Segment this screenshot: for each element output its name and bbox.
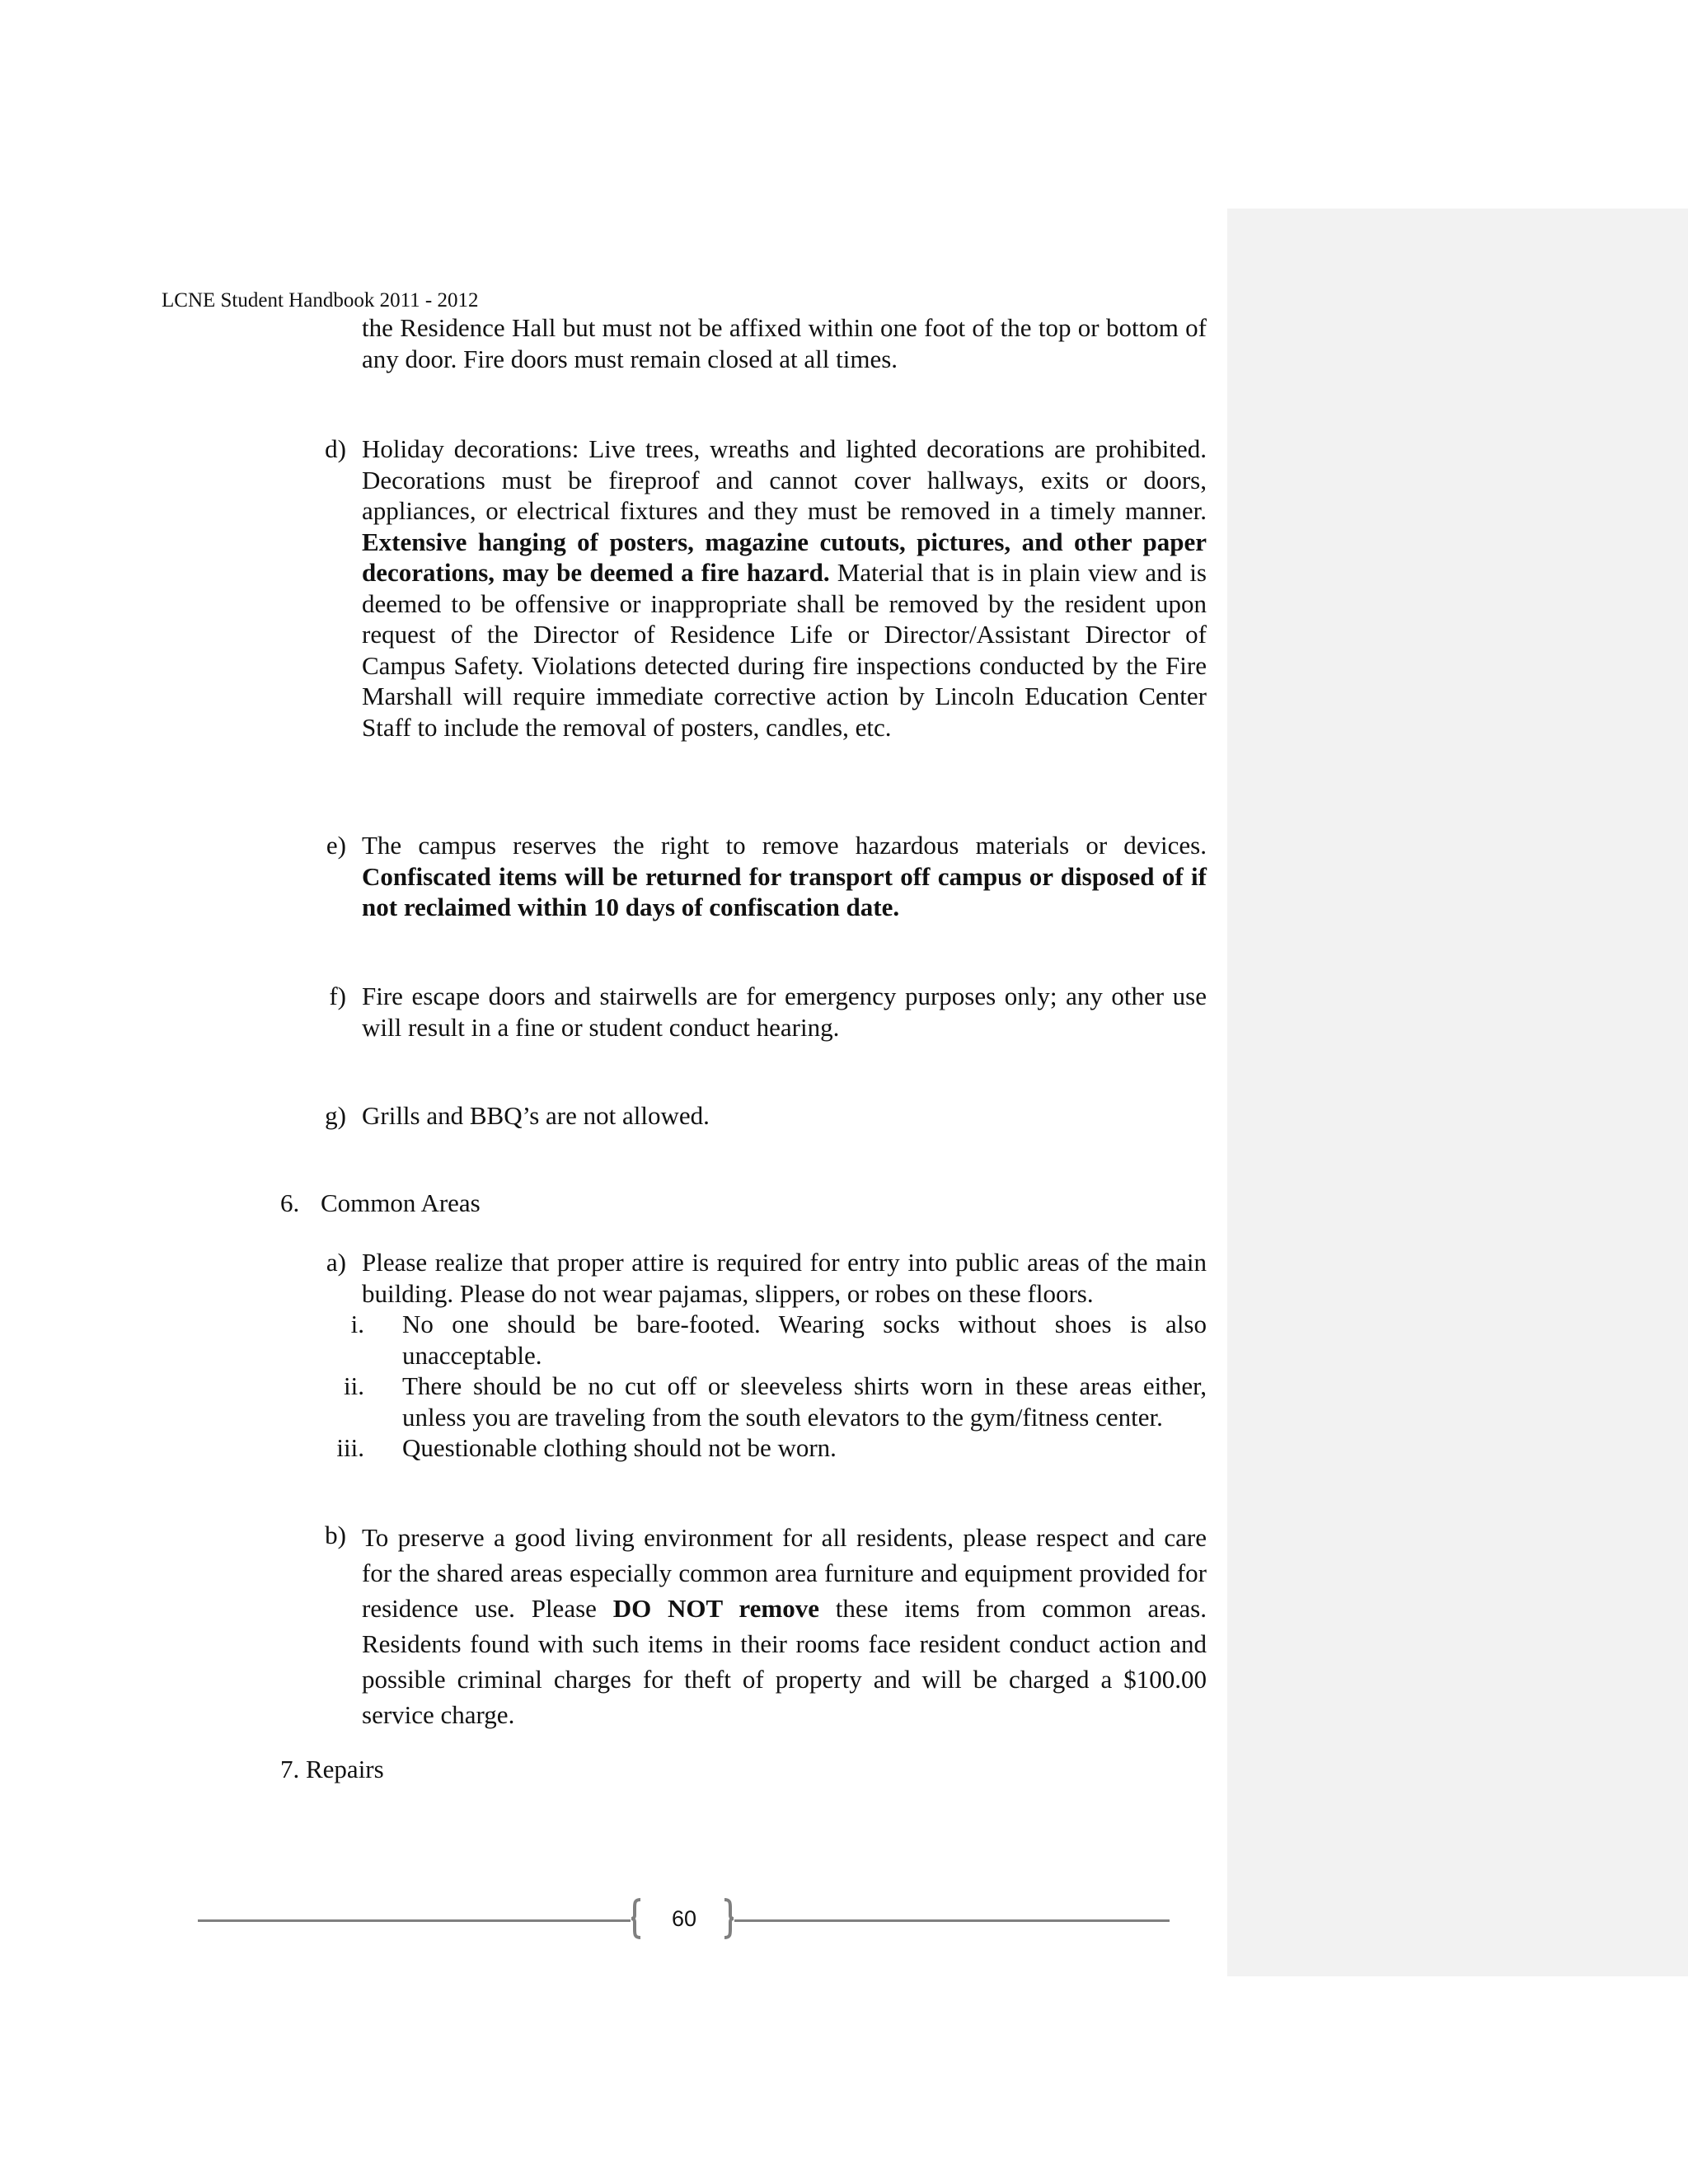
comment-pane: [1227, 209, 1688, 1976]
sub-marker-iii: iii.: [336, 1433, 364, 1462]
do-not-remove-notice: DO NOT remove: [612, 1594, 819, 1623]
attire-paragraph: Please realize that proper attire is required for entry into public areas of the main building. Please do not wear pajamas, slippers, or robes on these floors.: [362, 1248, 1207, 1308]
confiscation-notice: Confiscated items will be returned for transport off campus or disposed of if not reclaimed within 10 days of confiscation date.: [362, 861, 1207, 921]
list-marker-6a: a): [326, 1248, 346, 1277]
list-marker-d: d): [325, 434, 346, 463]
sub-marker-ii: ii.: [344, 1371, 364, 1400]
footer-rule-left: [198, 1919, 631, 1922]
footer-brace-right: [722, 1898, 734, 1939]
list-marker-f: f): [329, 982, 346, 1010]
sub-marker-i: i.: [350, 1310, 364, 1338]
hazardous-materials-paragraph: [362, 830, 1207, 923]
footer-brace-left: [631, 1898, 643, 1939]
shared-areas-paragraph: [362, 1520, 1207, 1732]
running-header: LCNE Student Handbook 2011 - 2012: [162, 289, 479, 312]
holiday-decorations-paragraph: [362, 434, 1207, 743]
section-6-number: 6.: [280, 1188, 300, 1217]
fire-hazard-warning: Extensive hanging of posters, magazine cutouts, pictures, and other paper decorations, may be deemed a fire hazard.: [362, 527, 1207, 587]
list-marker-6b: b): [325, 1521, 346, 1549]
holiday-text-2: Material that is in plain view and is deemed to be offensive or inappropriate shall be removed by the resident upon request of the Director of Residence Life or Director/Assistant Director of Campus Safety. Violations detected during fire inspections conducted by the Fire Marshall will require immediate corrective action by Lincoln Education Center Staff to include the removal of posters, candles, etc.: [362, 558, 1207, 742]
fire-escape-paragraph: Fire escape doors and stairwells are for emergency purposes only; any other use will result in a fine or student conduct hearing.: [362, 982, 1207, 1042]
shared-areas-text-2: these items from common areas. Residents found with such items in their rooms face resident conduct action and possible criminal charges for theft of property and will be charged a $100.00 service charge.: [362, 1594, 1207, 1729]
page-number: 60: [671, 1906, 697, 1931]
sub-item-ii: There should be no cut off or sleeveless shirts worn in these areas either, unless you are traveling from the south elevators to the gym/fitness center.: [402, 1371, 1207, 1432]
section-6-title: Common Areas: [321, 1188, 481, 1217]
list-marker-g: g): [325, 1101, 346, 1130]
grills-paragraph: Grills and BBQ’s are not allowed.: [362, 1101, 710, 1130]
continuation-paragraph: the Residence Hall but must not be affixed within one foot of the top or bottom of any door. Fire doors must remain closed at all times.: [362, 313, 1207, 373]
list-marker-e: e): [326, 831, 346, 860]
sub-item-i: No one should be bare-footed. Wearing socks without shoes is also unacceptable.: [402, 1310, 1207, 1370]
holiday-text-1: Holiday decorations: Live trees, wreaths and lighted decorations are prohibited. Decorations must be fireproof and cannot cover hallways, exits or doors, appliances, or electrical fixtures and they must be removed in a timely manner.: [362, 434, 1207, 525]
shared-areas-text-1: To preserve a good living environment for all residents, please respect and care for the shared areas especially common area furniture and equipment provided for residence use. Please: [362, 1523, 1207, 1623]
sub-item-iii: Questionable clothing should not be worn.: [402, 1433, 837, 1462]
hazardous-text: The campus reserves the right to remove hazardous materials or devices.: [362, 831, 1207, 860]
footer-rule-right: [734, 1919, 1170, 1922]
section-7-heading: 7. Repairs: [280, 1755, 384, 1783]
